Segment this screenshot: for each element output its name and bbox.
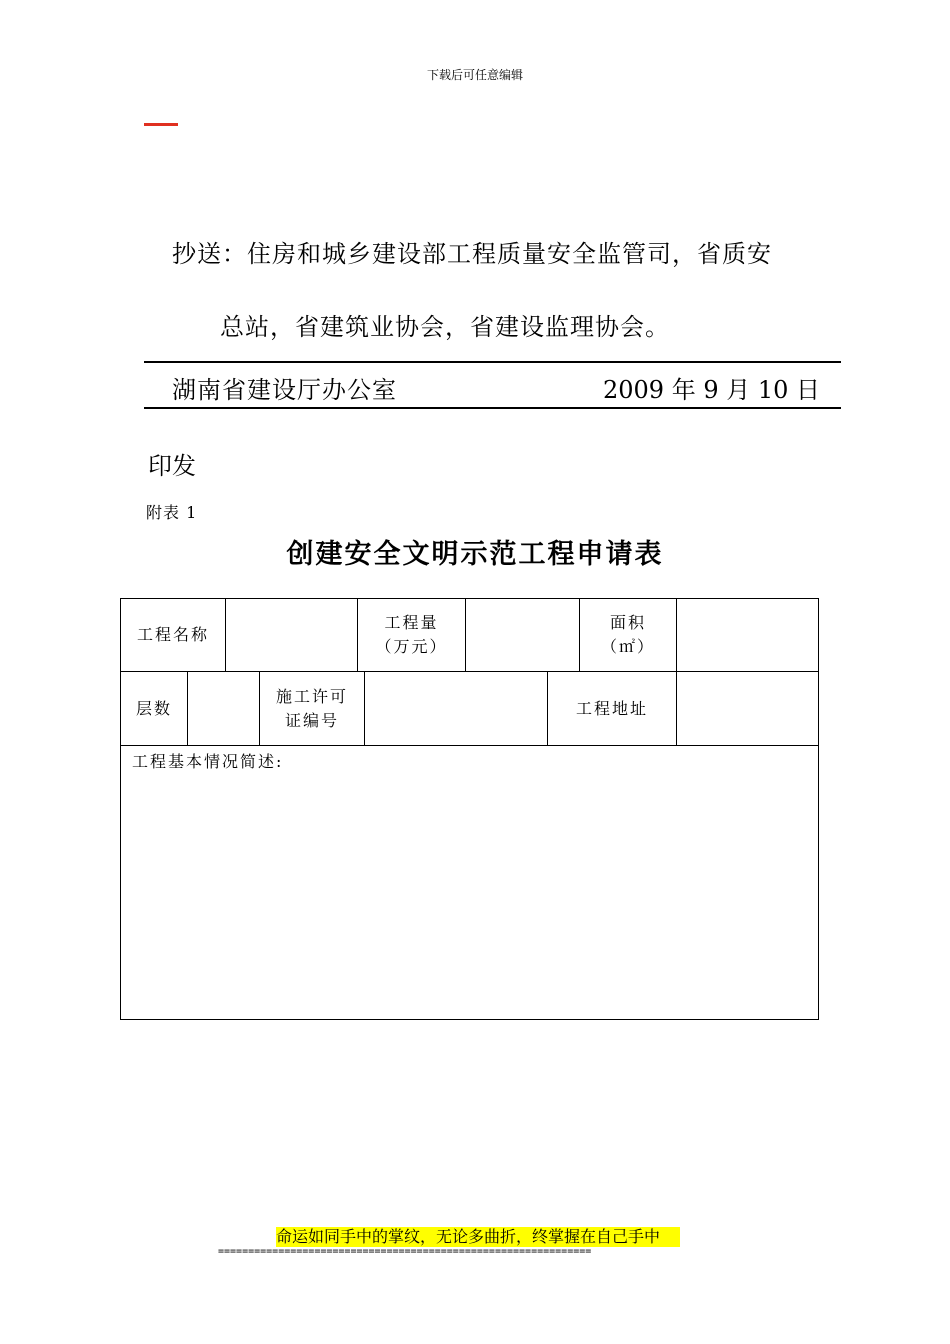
permit-number-label xyxy=(260,672,364,745)
permit-number-field[interactable] xyxy=(365,672,547,745)
cc-recipients-line-2: 总站，省建筑业协会，省建设监理协会。 xyxy=(220,313,670,341)
project-address-field[interactable] xyxy=(677,672,817,745)
form-title: 创建安全文明示范工程申请表 xyxy=(286,539,664,570)
floors-label xyxy=(121,672,187,745)
project-amount-label-text: 工程量 xyxy=(384,613,439,632)
project-address-label xyxy=(548,672,676,745)
bottom-rule xyxy=(144,407,841,409)
project-name-label-text: 工程名称 xyxy=(136,625,209,644)
issue-word: 印发 xyxy=(148,452,196,480)
permit-label-line-2: 证编号 xyxy=(284,710,339,730)
area-unit: （㎡） xyxy=(600,637,655,656)
project-name-label xyxy=(121,599,225,671)
project-amount-unit: （万元） xyxy=(375,637,448,656)
attachment-label: 附表 1 xyxy=(146,503,198,522)
project-address-label-text: 工程地址 xyxy=(575,698,648,718)
floors-label-text: 层数 xyxy=(135,698,172,718)
project-summary-field[interactable] xyxy=(121,746,817,1018)
red-dash-mark xyxy=(144,123,178,126)
project-name-field[interactable] xyxy=(226,599,357,671)
issue-date: 2009 年 9 月 10 日 xyxy=(603,376,821,404)
top-rule xyxy=(144,361,841,363)
issuing-office: 湖南省建设厅办公室 xyxy=(172,376,397,404)
area-field[interactable] xyxy=(677,599,817,671)
project-amount-field[interactable] xyxy=(466,599,579,671)
footer-motto: 命运如同手中的掌纹，无论多曲折，终掌握在自己手中 xyxy=(276,1227,680,1247)
permit-label-line-1: 施工许可 xyxy=(275,686,348,706)
project-summary-label: 工程基本情况简述: xyxy=(132,752,284,771)
project-amount-label xyxy=(358,599,465,671)
header-note: 下载后可任意编辑 xyxy=(426,68,523,82)
area-label-text: 面积 xyxy=(609,613,646,632)
footer-divider: ============================================================== xyxy=(218,1246,592,1257)
area-label xyxy=(580,599,676,671)
floors-field[interactable] xyxy=(188,672,259,745)
cc-recipients-line-1: 抄送：住房和城乡建设部工程质量安全监管司，省质安 xyxy=(172,240,772,268)
